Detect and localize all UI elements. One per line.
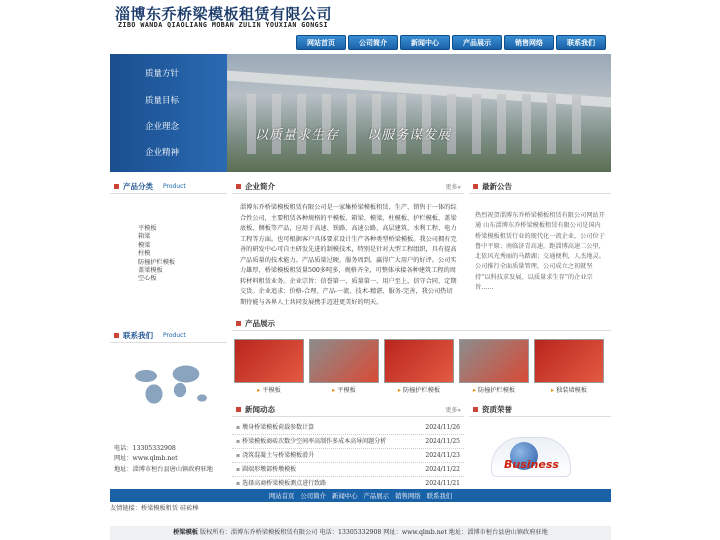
product-card[interactable] [384, 339, 454, 394]
news-row[interactable] [232, 463, 464, 477]
product-image[interactable] [309, 339, 379, 383]
banner-image [227, 54, 611, 172]
bullet-icon [473, 407, 478, 412]
news-row[interactable] [232, 449, 464, 463]
friend-links-label: 友情链接： [110, 505, 141, 512]
news-date: 2024/11/21 [425, 479, 460, 487]
footer-nav-about[interactable]: 公司简介 [300, 492, 326, 500]
product-category-title: 产品分类 [123, 182, 153, 191]
arrow-icon: ▸ [257, 387, 261, 394]
notice-title: 最新公告 [482, 182, 512, 191]
friend-links-items[interactable]: 桥梁模板租赁 硅砖棒 [140, 505, 199, 512]
honor-image-word: Business [504, 458, 559, 471]
banner-menu [110, 54, 227, 172]
banner-item-quality-goal[interactable]: 质量目标 [145, 96, 180, 106]
news-title-link[interactable]: ▪ 桥梁模板商砖次数少空间率高制作多成本高导问题分析 [236, 435, 386, 448]
footer-nav-home[interactable]: 网站首页 [268, 492, 295, 500]
footer-nav-contact[interactable]: 联系我们 [426, 492, 453, 500]
honor-header [469, 403, 611, 417]
news-header [232, 403, 464, 417]
list-item[interactable]: 模梁 [138, 241, 151, 249]
news-title-link[interactable]: ▪ 墩身桥梁模板荷载参数计算 [236, 421, 314, 434]
bullet-icon [473, 184, 478, 189]
arrow-icon: ▸ [397, 387, 401, 394]
main-nav [296, 35, 606, 51]
product-category-header [110, 180, 227, 194]
intro-section [232, 180, 464, 308]
product-card[interactable] [234, 339, 304, 394]
news-section [232, 403, 464, 490]
intro-header [232, 180, 464, 194]
product-image[interactable] [234, 339, 304, 383]
notice-text: 热烈祝贺淄博东乔桥梁模板租赁有限公司网站开通 山东淄博东乔桥梁模板租赁有限公司是国内桥梁模板租赁行业的现代化一流企业，公司位于鲁中平原；南临济青高速，距淄博高速二公里，北依风光秀丽的马踏湖；交通便利，人杰地灵。公司推行全面质量管理，公司成立之初就坚持“以科技求发展、以质量求生存”的企业宗旨…… [475, 212, 605, 292]
news-title-link[interactable]: ▪ 选择高商桥梁模板测点进行致路 [236, 477, 326, 490]
contact-title: 联系我们 [123, 330, 153, 340]
arrow-icon: ▸ [550, 387, 555, 394]
news-title-link[interactable]: ▪ 浇筑混凝土与桥梁模板滑升 [236, 449, 314, 462]
left-column [110, 180, 227, 475]
header [110, 0, 611, 52]
banner-slogan: 以质量求生存 以服务谋发展 [255, 128, 452, 143]
footer-nav [110, 489, 611, 502]
bullet-icon [114, 184, 119, 189]
product-caption[interactable]: 平模板 [337, 387, 356, 394]
product-image[interactable] [384, 339, 454, 383]
product-caption[interactable]: 防撞护栏模板 [402, 387, 441, 394]
nav-sales[interactable]: 销售网络 [504, 35, 554, 50]
products-header [232, 317, 611, 331]
nav-about[interactable]: 公司简介 [348, 35, 398, 50]
banner-item-philosophy[interactable]: 企业理念 [145, 122, 180, 132]
intro-text: 淄博东乔桥梁模板租赁有限公司是一家集桥梁模板租赁、生产、销售于一体的综合性公司，主要租赁各种规格的平模板、箱梁、模梁、柱模板、护栏模板、盖梁底板、侧板等产品，应用于高速、铁路、高速公路、高层建筑、水利工程、电力工程等方面。也可根据客户具体要求设计生产各种类型桥梁模板。我公司拥有完善的研发中心可自主研发先进的制模技术，特别是针对大型工程组织，具有提高产品质量的技术能力。产品质量过硬，服务周到，赢得广大用户的好评。公司实力雄厚，桥梁模板租赁量500多吨多，规格齐全，可整体承接各种建筑工程的周转材料租赁业务。企业宗旨：信誉第一、质量第一、用户至上、信守合同、定期交货。企业追求：价格-合理、产品-一流、技术-精湛、服务-完善，我公司热切期待能与各界人士共同发展携手迈进更美好的明天。 [240, 204, 457, 306]
arrow-icon: ▸ [472, 387, 476, 394]
nav-news[interactable]: 新闻中心 [400, 35, 450, 50]
list-item[interactable]: 平模板 [138, 225, 157, 232]
list-item[interactable]: 空心板 [138, 275, 157, 283]
contact-header [110, 329, 227, 343]
copyright-text: 版权所有：淄博东乔桥梁模板租赁有限公司 电话：13305332908 网址：www.qlmb.net 地址：淄博市桓台县唐山镇政府驻地 [197, 529, 548, 536]
footer-nav-sales[interactable]: 销售网络 [395, 492, 421, 500]
news-title: 新闻动态 [245, 405, 275, 414]
notice-section [469, 180, 611, 293]
news-date: 2024/11/25 [425, 437, 460, 445]
list-item[interactable]: 防撞护栏模板 [138, 258, 176, 266]
news-row[interactable] [232, 421, 464, 435]
banner [110, 54, 611, 172]
footer-nav-products[interactable]: 产品展示 [363, 492, 390, 500]
news-date: 2024/11/26 [425, 424, 460, 431]
list-item[interactable]: 柱模 [138, 250, 151, 258]
friend-links [110, 503, 199, 512]
company-name: 淄博东乔桥梁模板租赁有限公司 [115, 5, 333, 23]
arrow-icon: ▸ [332, 387, 336, 394]
product-caption[interactable]: 防撞护栏模板 [477, 387, 516, 394]
news-title-link[interactable]: ▪ 圆端形墩部桥墩模板 [236, 463, 296, 476]
notice-header [469, 180, 611, 194]
contact-info [110, 444, 227, 476]
copyright-brand[interactable]: 桥梁模板 [173, 529, 198, 536]
news-more-link[interactable]: 更多» [445, 407, 461, 414]
honor-image[interactable] [491, 437, 571, 477]
intro-more-link[interactable]: 更多» [445, 184, 461, 191]
company-english-name: ZIBO WANDA QIAOLIANG MOBAN ZULIN YOUXIAN GONGSI [118, 21, 329, 29]
products-title: 产品展示 [245, 319, 275, 328]
product-caption[interactable]: 独装墙模板 [556, 387, 588, 394]
banner-item-quality-policy[interactable]: 质量方针 [145, 69, 180, 79]
contact-phone: 电话：13305332908 [114, 444, 176, 452]
news-row[interactable] [232, 435, 464, 449]
copyright [110, 526, 611, 540]
contact-sub: Product [163, 331, 186, 339]
honor-section [469, 403, 611, 477]
bullet-icon [236, 184, 241, 189]
news-date: 2024/11/23 [425, 451, 460, 459]
product-category-sub: Product [163, 183, 186, 190]
product-card[interactable] [459, 339, 529, 394]
product-card[interactable] [534, 339, 604, 394]
news-list [232, 421, 464, 490]
contact-website[interactable]: 网址：www.qlmb.net [114, 455, 178, 463]
bullet-icon [236, 407, 241, 412]
news-date: 2024/11/22 [425, 465, 460, 473]
intro-title: 企业简介 [245, 182, 275, 191]
world-map-icon [124, 358, 212, 406]
nav-home[interactable]: 网站首页 [296, 35, 346, 50]
bullet-icon [114, 333, 119, 338]
product-showcase [232, 317, 611, 394]
product-category-list [110, 225, 227, 284]
nav-products[interactable]: 产品展示 [452, 35, 502, 50]
list-item[interactable]: 箱梁 [138, 233, 151, 241]
page [110, 0, 611, 540]
banner-item-spirit[interactable]: 企业精神 [145, 148, 180, 158]
bullet-icon [236, 321, 241, 326]
product-row [232, 331, 611, 394]
honor-title: 资质荣誉 [482, 405, 512, 414]
product-image[interactable] [459, 339, 529, 383]
product-card[interactable] [309, 339, 379, 394]
contact-address: 地址：淄博市桓台县唐山镇政府驻地 [114, 465, 213, 473]
product-image[interactable] [534, 339, 604, 383]
list-item[interactable]: 盖梁模板 [138, 266, 163, 274]
product-caption[interactable]: 平模板 [262, 387, 281, 394]
footer-nav-news[interactable]: 新闻中心 [331, 492, 358, 500]
nav-contact[interactable]: 联系我们 [556, 35, 606, 50]
